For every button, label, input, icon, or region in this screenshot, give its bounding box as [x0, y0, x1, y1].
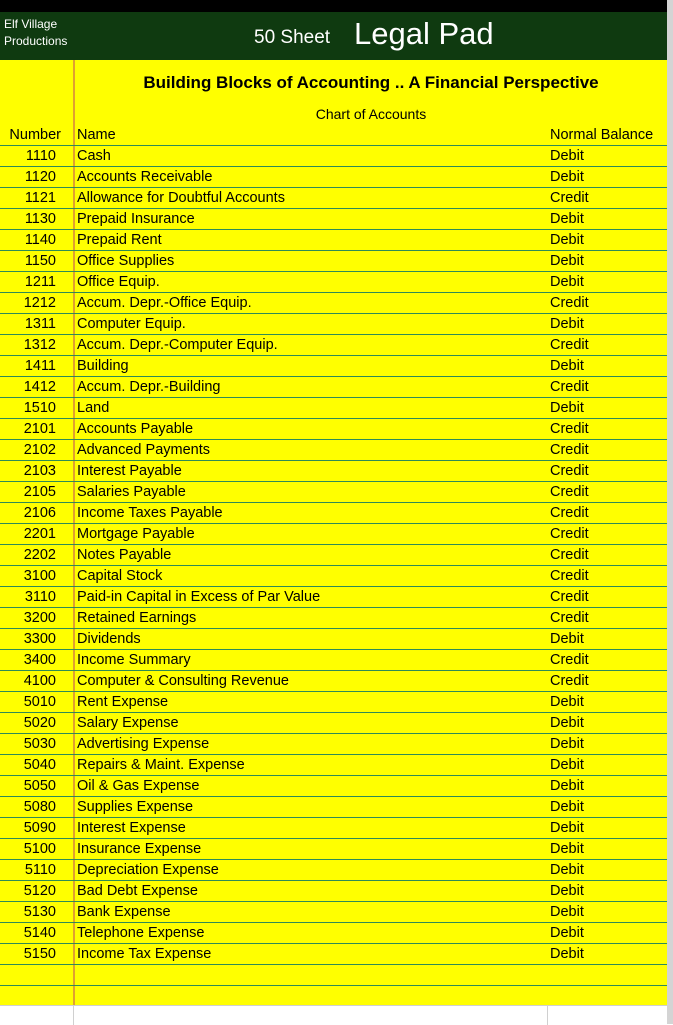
account-balance: Credit: [550, 484, 589, 500]
account-number: 2105: [23, 484, 56, 500]
account-row: [0, 503, 667, 524]
account-row: [0, 335, 667, 356]
account-balance: Credit: [550, 673, 589, 689]
account-balance: Debit: [550, 946, 584, 962]
account-number: 5150: [23, 946, 56, 962]
account-row: [0, 944, 667, 965]
account-balance: Credit: [550, 652, 589, 668]
account-number: 1311: [24, 316, 56, 332]
account-row: [0, 419, 667, 440]
account-balance: Debit: [550, 253, 584, 269]
account-row: [0, 860, 667, 881]
account-row: [0, 671, 667, 692]
account-number: 1510: [23, 400, 56, 416]
account-number: 2202: [23, 547, 56, 563]
account-name: Accounts Receivable: [77, 169, 213, 185]
account-name: Insurance Expense: [77, 841, 202, 857]
account-number: 5110: [24, 862, 56, 878]
account-row: [0, 314, 667, 335]
account-number: 1110: [25, 148, 56, 164]
account-row: [0, 167, 667, 188]
account-balance: Debit: [550, 316, 584, 332]
account-name: Capital Stock: [77, 568, 163, 584]
account-number: 5130: [23, 904, 56, 920]
column-header-number: Number: [9, 127, 61, 143]
account-row: [0, 230, 667, 251]
account-balance: Credit: [550, 190, 589, 206]
account-row: [0, 293, 667, 314]
account-name: Prepaid Rent: [77, 232, 162, 248]
account-number: 2106: [23, 505, 56, 521]
account-balance: Credit: [550, 442, 589, 458]
account-balance: Debit: [550, 274, 584, 290]
account-name: Interest Payable: [77, 463, 182, 479]
account-name: Office Equip.: [77, 274, 160, 290]
account-row: [0, 650, 667, 671]
account-name: Advanced Payments: [77, 442, 210, 458]
account-number: 1140: [24, 232, 56, 248]
brand-line-1: Elf Village: [4, 17, 58, 31]
account-row: [0, 440, 667, 461]
account-number: 5120: [23, 883, 56, 899]
account-balance: Debit: [550, 148, 584, 164]
account-name: Accum. Depr.-Computer Equip.: [77, 337, 278, 353]
account-balance: Credit: [550, 337, 589, 353]
account-name: Repairs & Maint. Expense: [77, 757, 245, 773]
account-name: Accounts Payable: [77, 421, 194, 437]
account-row: [0, 923, 667, 944]
account-name: Allowance for Doubtful Accounts: [77, 190, 285, 206]
account-row: [0, 797, 667, 818]
account-row: [0, 629, 667, 650]
account-number: 1130: [24, 211, 56, 227]
account-balance: Credit: [550, 610, 589, 626]
account-name: Interest Expense: [77, 820, 186, 836]
account-balance: Debit: [550, 841, 584, 857]
account-number: 5140: [23, 925, 56, 941]
account-name: Advertising Expense: [77, 736, 210, 752]
account-number: 4100: [23, 673, 56, 689]
account-balance: Debit: [550, 715, 584, 731]
account-row: [0, 209, 667, 230]
account-name: Office Supplies: [77, 253, 175, 269]
account-balance: Debit: [550, 169, 584, 185]
account-number: 1312: [23, 337, 56, 353]
account-balance: Debit: [550, 925, 584, 941]
account-name: Bank Expense: [77, 904, 171, 920]
document-title: Building Blocks of Accounting .. A Financial Perspective: [143, 73, 599, 92]
account-number: 5080: [23, 799, 56, 815]
account-name: Supplies Expense: [77, 799, 194, 815]
account-row: [0, 776, 667, 797]
account-balance: Credit: [550, 547, 589, 563]
account-balance: Credit: [550, 379, 589, 395]
account-name: Accum. Depr.-Building: [77, 379, 221, 395]
account-name: Mortgage Payable: [77, 526, 195, 542]
account-number: 3110: [24, 589, 56, 605]
account-number: 3100: [23, 568, 56, 584]
account-name: Computer Equip.: [77, 316, 186, 332]
account-row: [0, 755, 667, 776]
account-balance: Debit: [550, 400, 584, 416]
account-balance: Debit: [550, 232, 584, 248]
account-row: [0, 566, 667, 587]
account-balance: Debit: [550, 862, 584, 878]
account-row: [0, 839, 667, 860]
account-name: Telephone Expense: [77, 925, 205, 941]
account-name: Income Summary: [77, 652, 191, 668]
account-balance: Credit: [550, 526, 589, 542]
account-number: 3300: [23, 631, 56, 647]
account-number: 1150: [24, 253, 56, 269]
bottom-gridline: [73, 1006, 74, 1025]
account-balance: Credit: [550, 295, 589, 311]
account-row: [0, 713, 667, 734]
account-balance: Credit: [550, 568, 589, 584]
account-balance: Credit: [550, 463, 589, 479]
account-name: Salary Expense: [77, 715, 179, 731]
column-header-balance: Normal Balance: [550, 127, 654, 143]
account-number: 5040: [23, 757, 56, 773]
account-number: 1211: [24, 274, 56, 290]
sheet-bottom-row: [0, 1005, 667, 1025]
account-name: Computer & Consulting Revenue: [77, 673, 289, 689]
account-row: [0, 881, 667, 902]
account-balance: Credit: [550, 505, 589, 521]
account-balance: Debit: [550, 358, 584, 374]
account-name: Accum. Depr.-Office Equip.: [77, 295, 252, 311]
brand-line-2: Productions: [4, 34, 68, 48]
account-balance: Credit: [550, 589, 589, 605]
account-name: Income Tax Expense: [77, 946, 212, 962]
column-header-row: [0, 125, 667, 146]
account-balance: Debit: [550, 820, 584, 836]
pad-header: [0, 12, 667, 60]
brand-label: [4, 16, 67, 50]
account-name: Rent Expense: [77, 694, 169, 710]
column-header-name: Name: [77, 127, 116, 143]
account-row: [0, 377, 667, 398]
account-row: [0, 356, 667, 377]
account-row: [0, 188, 667, 209]
account-number: 5090: [23, 820, 56, 836]
account-name: Prepaid Insurance: [77, 211, 195, 227]
account-row: [0, 608, 667, 629]
account-name: Notes Payable: [77, 547, 172, 563]
account-balance: Debit: [550, 631, 584, 647]
account-number: 2201: [23, 526, 56, 542]
account-number: 5010: [23, 694, 56, 710]
account-row: [0, 818, 667, 839]
account-name: Salaries Payable: [77, 484, 186, 500]
account-balance: Debit: [550, 904, 584, 920]
account-balance: Debit: [550, 736, 584, 752]
account-number: 2103: [23, 463, 56, 479]
account-number: 5020: [23, 715, 56, 731]
account-row: [0, 524, 667, 545]
sheet-count-label: 50 Sheet: [254, 27, 331, 48]
account-number: 1212: [23, 295, 56, 311]
account-row: [0, 734, 667, 755]
account-balance: Debit: [550, 799, 584, 815]
account-number: 1412: [23, 379, 56, 395]
blank-ruled-row: [0, 965, 667, 986]
account-name: Bad Debt Expense: [77, 883, 198, 899]
account-row: [0, 902, 667, 923]
account-row: [0, 272, 667, 293]
account-number: 5050: [23, 778, 56, 794]
account-row: [0, 692, 667, 713]
account-number: 3400: [23, 652, 56, 668]
account-number: 1120: [24, 169, 56, 185]
account-balance: Debit: [550, 778, 584, 794]
account-row: [0, 461, 667, 482]
account-name: Land: [77, 400, 110, 416]
account-number: 2102: [23, 442, 56, 458]
account-balance: Debit: [550, 757, 584, 773]
account-number: 5100: [23, 841, 56, 857]
account-balance: Debit: [550, 883, 584, 899]
account-name: Income Taxes Payable: [77, 505, 223, 521]
account-number: 1411: [24, 358, 56, 374]
account-balance: Debit: [550, 694, 584, 710]
account-name: Building: [77, 358, 129, 374]
account-row: [0, 398, 667, 419]
document-subtitle: Chart of Accounts: [315, 106, 427, 122]
account-row: [0, 545, 667, 566]
account-number: 3200: [23, 610, 56, 626]
account-row: [0, 146, 667, 167]
account-balance: Debit: [550, 211, 584, 227]
account-balance: Credit: [550, 421, 589, 437]
account-name: Retained Earnings: [77, 610, 197, 626]
account-row: [0, 587, 667, 608]
bottom-gridline: [547, 1006, 548, 1025]
top-strip: [0, 0, 667, 12]
account-name: Depreciation Expense: [77, 862, 219, 878]
pad-type-label: Legal Pad: [354, 16, 494, 51]
account-number: 2101: [23, 421, 56, 437]
account-name: Paid-in Capital in Excess of Par Value: [77, 589, 321, 605]
account-name: Dividends: [77, 631, 141, 647]
blank-ruled-row: [0, 986, 667, 1007]
account-row: [0, 482, 667, 503]
account-name: Oil & Gas Expense: [77, 778, 200, 794]
account-number: 5030: [23, 736, 56, 752]
window-edge: [667, 0, 673, 1024]
account-row: [0, 251, 667, 272]
account-number: 1121: [24, 190, 56, 206]
account-name: Cash: [77, 148, 111, 164]
